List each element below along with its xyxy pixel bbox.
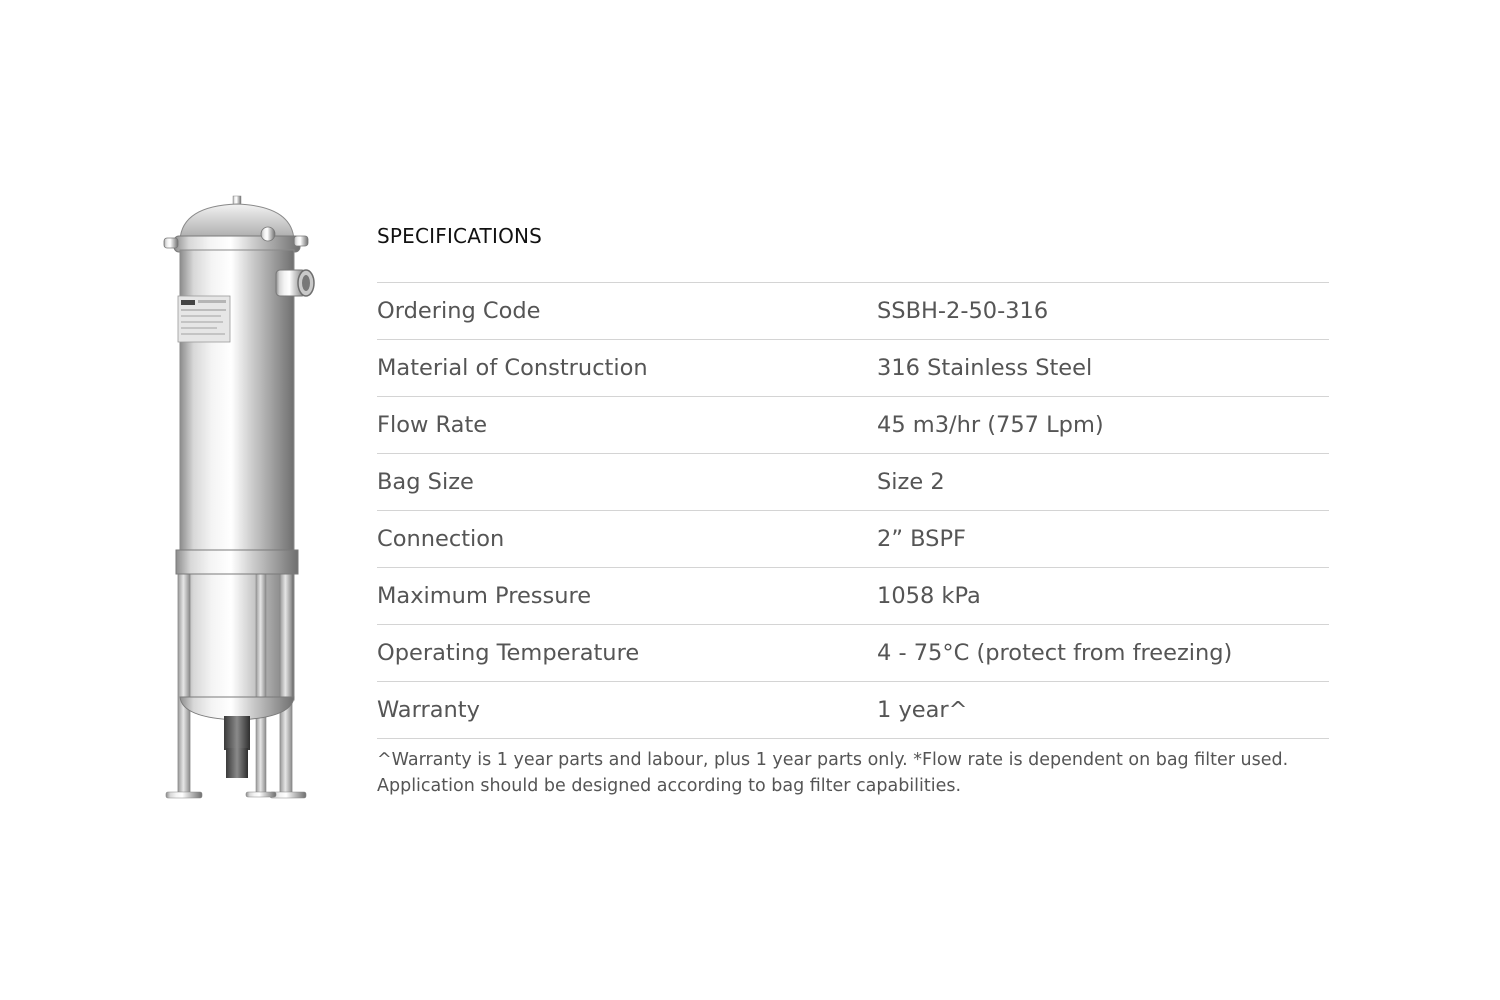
spec-value: 1 year^ [877, 697, 968, 723]
specifications-table [377, 282, 1329, 739]
spec-label: Maximum Pressure [377, 583, 592, 609]
spec-row-material [377, 340, 1329, 397]
spec-value: 4 - 75°C (protect from freezing) [877, 640, 1233, 666]
spec-row-connection [377, 511, 1329, 568]
spec-label: Ordering Code [377, 298, 541, 324]
spec-row-ordering-code [377, 283, 1329, 340]
spec-label: Connection [377, 526, 505, 552]
spec-value: Size 2 [877, 469, 945, 495]
warranty-footnote: ^Warranty is 1 year parts and labour, plus 1 year parts only. *Flow rate is dependent on bag filter used. Application should be designed according to bag filter capabilities. [377, 750, 1289, 796]
spec-row-bag-size [377, 454, 1329, 511]
spec-label: Warranty [377, 697, 480, 723]
spec-row-operating-temperature [377, 625, 1329, 682]
spec-row-flow-rate [377, 397, 1329, 454]
spec-label: Operating Temperature [377, 640, 640, 666]
specifications-section [377, 222, 1329, 799]
spec-value: 1058 kPa [877, 583, 981, 609]
spec-label: Bag Size [377, 469, 474, 495]
specifications-title: SPECIFICATIONS [377, 224, 543, 248]
spec-value: SSBH-2-50-316 [877, 298, 1049, 324]
spec-row-maximum-pressure [377, 568, 1329, 625]
spec-label: Material of Construction [377, 355, 648, 381]
spec-value: 316 Stainless Steel [877, 355, 1093, 381]
spec-value: 2” BSPF [877, 526, 966, 552]
spec-row-warranty [377, 682, 1329, 739]
spec-value: 45 m3/hr (757 Lpm) [877, 412, 1104, 438]
spec-label: Flow Rate [377, 412, 488, 438]
bag-filter-housing-image [158, 192, 318, 804]
